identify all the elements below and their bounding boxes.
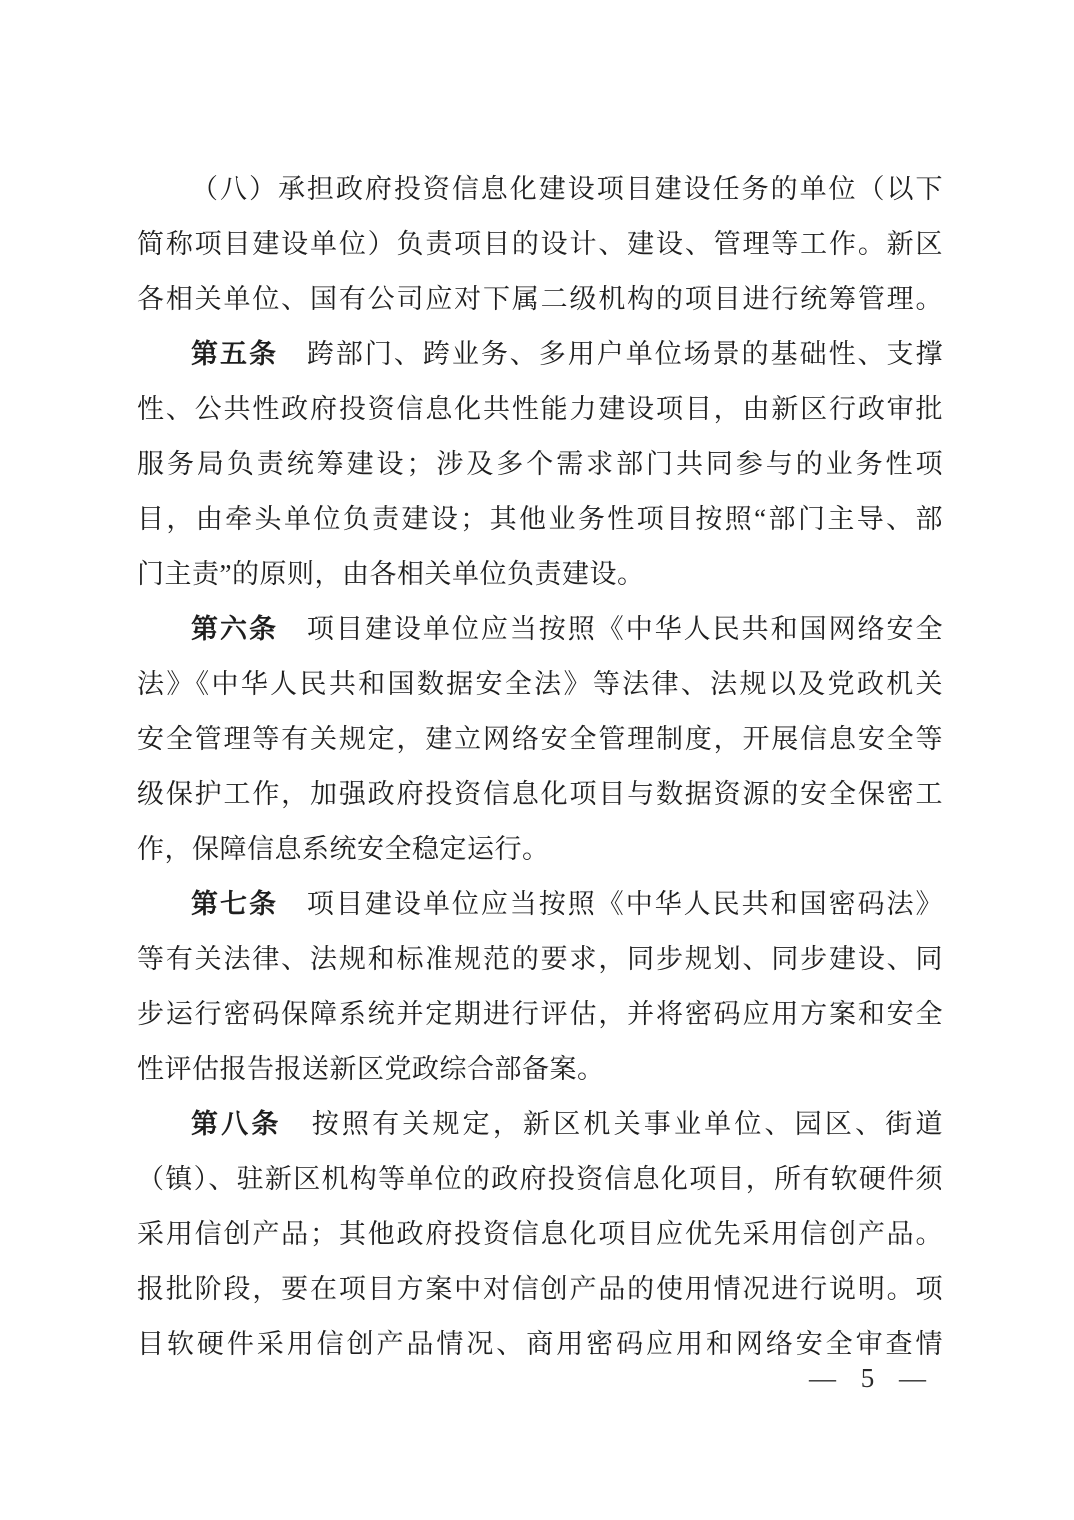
document-line [137, 932, 943, 987]
text-run: 等有关法律、法规和标准规范的要求，同步规划、同步建设、同 [137, 944, 943, 974]
text-run: 采用信创产品；其他政府投资信息化项目应优先采用信创产品。 [137, 1219, 943, 1249]
article-number-label: 第五条 [191, 339, 278, 369]
document-line [137, 272, 943, 327]
document-line [137, 1042, 943, 1097]
document-line [137, 987, 943, 1042]
text-run: 跨部门、跨业务、多用户单位场景的基础性、支撑 [277, 339, 943, 369]
text-run: 按照有关规定，新区机关事业单位、园区、街道 [281, 1109, 943, 1139]
article-number-label: 第八条 [191, 1109, 282, 1139]
text-run: 安全管理等有关规定，建立网络安全管理制度，开展信息安全等 [137, 724, 943, 754]
text-run: 步运行密码保障系统并定期进行评估，并将密码应用方案和安全 [137, 999, 943, 1029]
article-number-label: 第六条 [191, 614, 278, 644]
document-line [137, 822, 943, 877]
document-line [137, 1152, 943, 1207]
document-line [137, 217, 943, 272]
document-line [137, 437, 943, 492]
text-run: （八）承担政府投资信息化建设项目建设任务的单位（以下 [191, 174, 943, 204]
document-line [137, 327, 943, 382]
page-number: — 5 — [809, 1363, 928, 1393]
document-line [137, 1097, 943, 1152]
text-run: 简称项目建设单位）负责项目的设计、建设、管理等工作。新区 [137, 229, 943, 259]
text-run: 项目建设单位应当按照《中华人民共和国网络安全 [277, 614, 943, 644]
article-number-label: 第七条 [191, 889, 278, 919]
document-line [137, 657, 943, 712]
text-block [137, 162, 943, 1372]
document-line [137, 767, 943, 822]
text-run: 性评估报告报送新区党政综合部备案。 [137, 1054, 605, 1084]
text-run: 法》《中华人民共和国数据安全法》等法律、法规以及党政机关 [137, 669, 943, 699]
text-run: 级保护工作，加强政府投资信息化项目与数据资源的安全保密工 [137, 779, 943, 809]
text-run: 作，保障信息系统安全稳定运行。 [137, 834, 550, 864]
document-line [137, 712, 943, 767]
document-line [137, 162, 943, 217]
text-run: 性、公共性政府投资信息化共性能力建设项目，由新区行政审批 [137, 394, 943, 424]
paragraph-article-6 [137, 602, 943, 877]
text-run: 项目建设单位应当按照《中华人民共和国密码法》 [277, 889, 943, 919]
document-line [137, 1262, 943, 1317]
text-run: 门主责”的原则，由各相关单位负责建设。 [137, 559, 645, 589]
text-run: 目，由牵头单位负责建设；其他业务性项目按照“部门主导、部 [137, 504, 943, 534]
text-run: （镇）、驻新区机构等单位的政府投资信息化项目，所有软硬件须 [137, 1164, 943, 1194]
text-run: 目软硬件采用信创产品情况、商用密码应用和网络安全审查情 [137, 1329, 943, 1359]
document-line [137, 602, 943, 657]
document-line [137, 382, 943, 437]
text-run: 报批阶段，要在项目方案中对信创产品的使用情况进行说明。项 [137, 1274, 943, 1304]
text-run: 服务局负责统筹建设；涉及多个需求部门共同参与的业务性项 [137, 449, 943, 479]
document-line [137, 547, 943, 602]
text-run: 各相关单位、国有公司应对下属二级机构的项目进行统筹管理。 [137, 284, 943, 314]
document-line [137, 492, 943, 547]
document-line [137, 1207, 943, 1262]
paragraph-clause-item-8 [137, 162, 943, 327]
paragraph-article-8 [137, 1097, 943, 1372]
paragraph-article-5 [137, 327, 943, 602]
document-line [137, 877, 943, 932]
paragraph-article-7 [137, 877, 943, 1097]
